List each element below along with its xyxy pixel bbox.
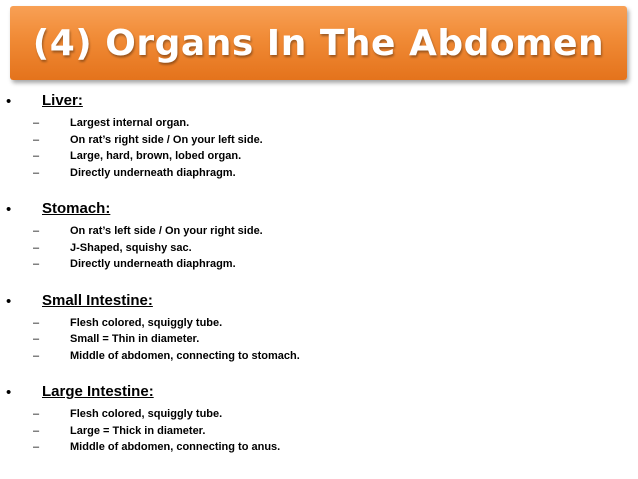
dash-icon: – [33, 408, 40, 420]
organ-list [0, 92, 638, 475]
item-text: Flesh colored, squiggly tube. [70, 408, 223, 420]
section-head [0, 92, 638, 114]
bullet-icon: • [6, 292, 12, 310]
item-text: Small = Thin in diameter. [70, 333, 200, 345]
section-heading-small-intestine: Small Intestine: [42, 291, 153, 309]
section-heading-liver: Liver: [42, 92, 83, 109]
section-head [0, 383, 638, 405]
bullet-icon: • [6, 201, 12, 218]
item-text: Large, hard, brown, lobed organ. [70, 150, 242, 162]
list-item [0, 350, 638, 367]
section-large-intestine [0, 383, 638, 458]
dash-icon: – [33, 424, 40, 437]
item-text: Middle of abdomen, connecting to anus. [70, 441, 281, 453]
item-list [0, 117, 638, 183]
dash-icon: – [33, 133, 40, 146]
list-item [0, 150, 638, 167]
list-item [0, 333, 638, 350]
section-head [0, 200, 638, 222]
item-text: Directly underneath diaphragm. [70, 258, 236, 270]
list-item [0, 117, 638, 134]
item-list [0, 408, 638, 458]
list-item [0, 167, 638, 184]
item-text: On rat’s left side / On your right side. [70, 225, 263, 237]
dash-icon: – [33, 241, 40, 254]
dash-icon: – [33, 316, 40, 329]
list-item [0, 225, 638, 242]
dash-icon: – [33, 117, 40, 129]
dash-icon: – [33, 349, 40, 362]
dash-icon: – [33, 150, 40, 162]
list-item [0, 441, 638, 458]
item-list [0, 225, 638, 275]
title-banner [10, 6, 627, 80]
section-stomach [0, 200, 638, 275]
dash-icon: – [33, 258, 40, 270]
list-item [0, 408, 638, 425]
dash-icon: – [33, 441, 40, 453]
item-text: Middle of abdomen, connecting to stomach. [70, 349, 300, 362]
section-small-intestine [0, 292, 638, 367]
list-item [0, 134, 638, 151]
section-heading-stomach: Stomach: [42, 200, 111, 217]
list-item [0, 258, 638, 275]
section-liver [0, 92, 638, 183]
item-text: Large = Thick in diameter. [70, 424, 206, 437]
bullet-icon: • [6, 384, 12, 401]
slide-title: (4) Organs In The Abdomen [32, 22, 605, 64]
dash-icon: – [33, 225, 40, 237]
item-text: Flesh colored, squiggly tube. [70, 316, 223, 329]
dash-icon: – [33, 333, 40, 345]
item-text: Largest internal organ. [70, 117, 190, 129]
list-item [0, 425, 638, 442]
list-item [0, 242, 638, 259]
bullet-icon: • [6, 93, 12, 110]
section-head [0, 292, 638, 314]
section-heading-large-intestine: Large Intestine: [42, 383, 154, 400]
list-item [0, 317, 638, 334]
item-text: J-Shaped, squishy sac. [70, 241, 192, 254]
item-text: On rat’s right side / On your left side. [70, 133, 263, 146]
dash-icon: – [33, 166, 40, 179]
item-list [0, 317, 638, 367]
item-text: Directly underneath diaphragm. [70, 166, 236, 179]
